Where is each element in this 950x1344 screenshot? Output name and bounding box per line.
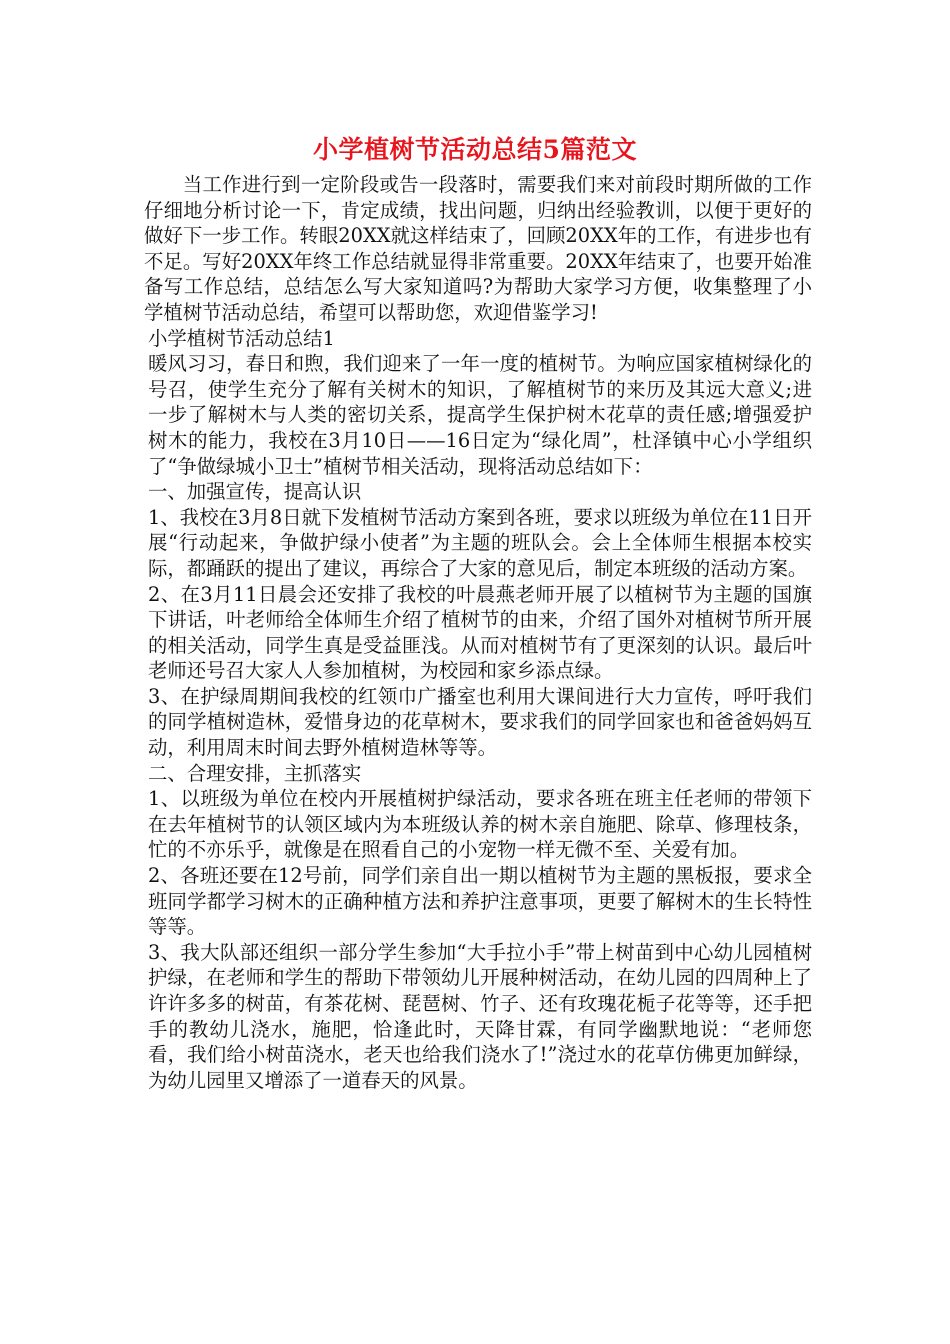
document-title: 小学植树节活动总结5篇范文 <box>313 135 637 164</box>
section-heading-arrangement: 二、合理安排，主抓落实 <box>148 761 362 785</box>
section-heading-publicity: 一、加强宣传，提高认识 <box>148 480 362 504</box>
body-paragraph: 2、在3月11日晨会还安排了我校的叶晨燕老师开展了以植树节为主题的国旗下讲话，叶老师给全体师生介绍了植树节的由来，介绍了国外对植树节所开展的相关活动，同学生真是受益匪浅。从而对植树节有了更深刻的认识。最后叶老师还号召大家人人参加植树，为校园和家乡添点绿。 <box>148 582 812 683</box>
intro-paragraph: 当工作进行到一定阶段或告一段落时，需要我们来对前段时期所做的工作仔细地分析讨论一下，肯定成绩，找出问题，归纳出经验教训，以便于更好的做好下一步工作。转眼20XX就这样结束了，回顾20XX年的工作，有进步也有不足。写好20XX年终工作总结就显得非常重要。20XX年结束了，也要开始准备写工作总结，总结怎么写大家知道吗?为帮助大家学习方便，收集整理了小学植树节活动总结，希望可以帮助您，欢迎借鉴学习! <box>144 173 812 324</box>
body-paragraph: 1、以班级为单位在校内开展植树护绿活动，要求各班在班主任老师的带领下在去年植树节的认领区域内为本班级认养的树木亲自施肥、除草、修理枝条，忙的不亦乐乎，就像是在照看自己的小宠物一样无微不至、关爱有加。 <box>148 787 812 862</box>
body-paragraph: 1、我校在3月8日就下发植树节活动方案到各班，要求以班级为单位在11日开展“行动起来，争做护绿小使者”为主题的班队会。会上全体师生根据本校实际，都踊跃的提出了建议，再综合了大家的意见后，制定本班级的活动方案。 <box>148 505 812 580</box>
body-paragraph: 2、各班还要在12号前，同学们亲自出一期以植树节为主题的黑板报，要求全班同学都学习树木的正确种植方法和养护注意事项，更要了解树木的生长特性等等。 <box>148 864 812 939</box>
document-body <box>144 172 812 1093</box>
body-paragraph: 3、在护绿周期间我校的红领巾广播室也利用大课间进行大力宣传，呼吁我们的同学植树造林，爱惜身边的花草树木，要求我们的同学回家也和爸爸妈妈互动，利用周末时间去野外植树造林等等。 <box>148 684 812 760</box>
body-paragraph: 暖风习习，春日和煦，我们迎来了一年一度的植树节。为响应国家植树绿化的号召，使学生充分了解有关树木的知识，了解植树节的来历及其远大意义;进一步了解树木与人类的密切关系，提高学生保护树木花草的责任感;增强爱护树木的能力，我校在3月10日——16日定为“绿化周”，杜泽镇中心小学组织了“争做绿城小卫士”植树节相关活动，现将活动总结如下： <box>148 352 812 478</box>
section-heading-summary-1: 小学植树节活动总结1 <box>148 326 335 350</box>
body-paragraph: 3、我大队部还组织一部分学生参加“大手拉小手”带上树苗到中心幼儿园植树护绿，在老师和学生的帮助下带领幼儿开展种树活动，在幼儿园的四周种上了许许多多的树苗，有茶花树、琵琶树、竹子、还有玫瑰花栀子花等等，还手把手的教幼儿浇水，施肥，恰逢此时，天降甘霖，有同学幽默地说：“老师您看，我们给小树苗浇水，老天也给我们浇水了!”浇过水的花草仿佛更加鲜绿，为幼儿园里又增添了一道春天的风景。 <box>148 940 812 1092</box>
